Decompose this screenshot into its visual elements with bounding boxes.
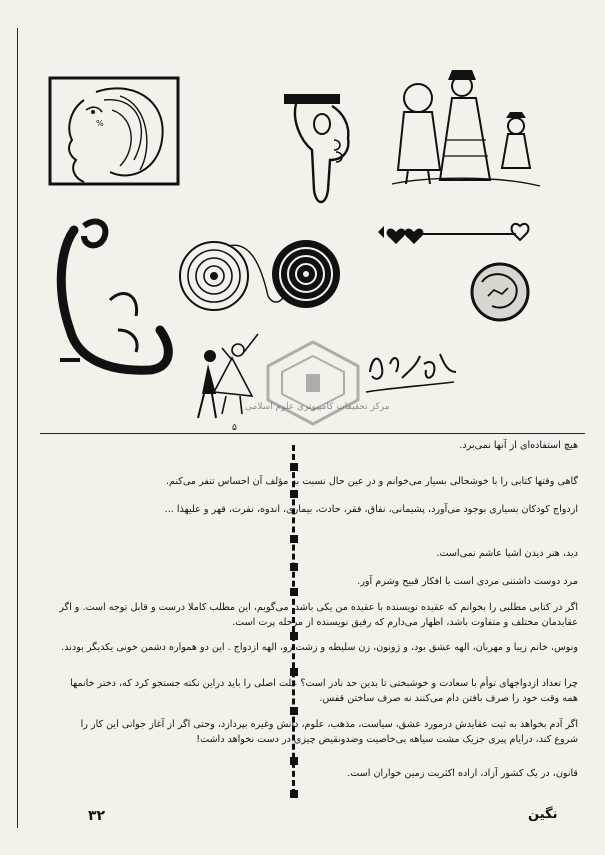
bullet-marker [290, 563, 298, 571]
bullet-marker [290, 535, 298, 543]
spiral-discs-drawing [180, 240, 340, 310]
paragraph-1: هیچ استفاده‌ای از آنها نمی‌برد. [459, 440, 578, 451]
bullet-marker [290, 757, 298, 765]
dancing-couple-drawing [198, 334, 258, 430]
paragraph-4: دید، هنر دیدن اشیا عاشم نمی‌است. [436, 548, 578, 559]
paragraph-5: مرد دوست داشتنی مردی است با افکار قبیح وشرم آور. [357, 576, 578, 587]
pointing-hand-drawing [284, 94, 348, 202]
paragraph-7: ونوس، خانم زیبا و مهربان، الهه عشق بود، و ژونون، زن سلیطه و زشت رو، الهه ازدواج . این دو همواره دشمن خونی یکدیگر بودند. [61, 642, 578, 653]
paragraph-2: گاهی وقتها کتابی را با خوشحالی بسیار می‌خوانم و در عین حال نسبت به مؤلف آن احساس تنفر می‌کنم. [165, 476, 578, 487]
woman-profile-drawing [50, 78, 178, 184]
hearts-arrow-drawing [378, 224, 528, 244]
handwritten-signature [350, 342, 468, 402]
bullet-marker [290, 790, 298, 798]
bullet-marker [290, 707, 298, 715]
magazine-name: نگین [528, 807, 558, 822]
paragraph-8: چرا تعداد ازدواجهای توأم با سعادت و خوشبختی تا بدین حد نادر است؟ علت اصلی را باید دراین نکته جستجو کرد که، دختر خانمها همه وقت خود را صرف بافتن دام می‌کنند نه صرف ساختن قفس. [70, 678, 578, 704]
paragraph-3: ازدواج کودکان بسیاری بوجود می‌آورد، پشیمانی، نفاق، فقر، حادث، بیماری، اندوه، نفرت، قهر و علیهذا ... [164, 504, 578, 515]
bullet-marker [290, 463, 298, 471]
bullet-marker [290, 668, 298, 676]
watermark-text: مرکز تحقیقات کامپیوتری علوم اسلامی [245, 402, 390, 412]
svg-text:%: % [96, 119, 104, 128]
bullet-marker [290, 632, 298, 640]
bullet-marker [290, 490, 298, 498]
family-group-drawing [392, 70, 540, 186]
reclining-figure-drawing [60, 222, 168, 371]
bullet-marker [290, 588, 298, 596]
paragraph-10: قانون، در یک کشور آزاد، اراده اکثریت زمین خواران است. [347, 768, 578, 779]
svg-text:۵: ۵ [232, 423, 237, 430]
page-number: ۳۲ [88, 808, 106, 824]
section-divider [40, 433, 585, 434]
coin-drawing [472, 264, 528, 320]
paragraph-9: اگر آدم بخواهد به ثبت عقایدش درمورد عشق، سیاست، مذهب، علوم، دانش وغیره بپردازد، وحتی اگر از آغاز جوانی این کار را شروع کند، درایام پیری جزیک مشت سیاهه بی‌خاصیت وضدونقیض چیزی در دست نخواهد داشت! [80, 719, 578, 745]
paragraph-6: اگر در کتابی مطلبی را بخوانم که عقیده نویسنده با عقیده من یکی باشد. می‌گویم، این مطلب کاملا درست و قابل توجه است. و اگر عقایدمان مختلف و متفاوت باشد، اظهار می‌دارم که رفیق نویسنده از مرحله پرت است. [59, 602, 578, 628]
